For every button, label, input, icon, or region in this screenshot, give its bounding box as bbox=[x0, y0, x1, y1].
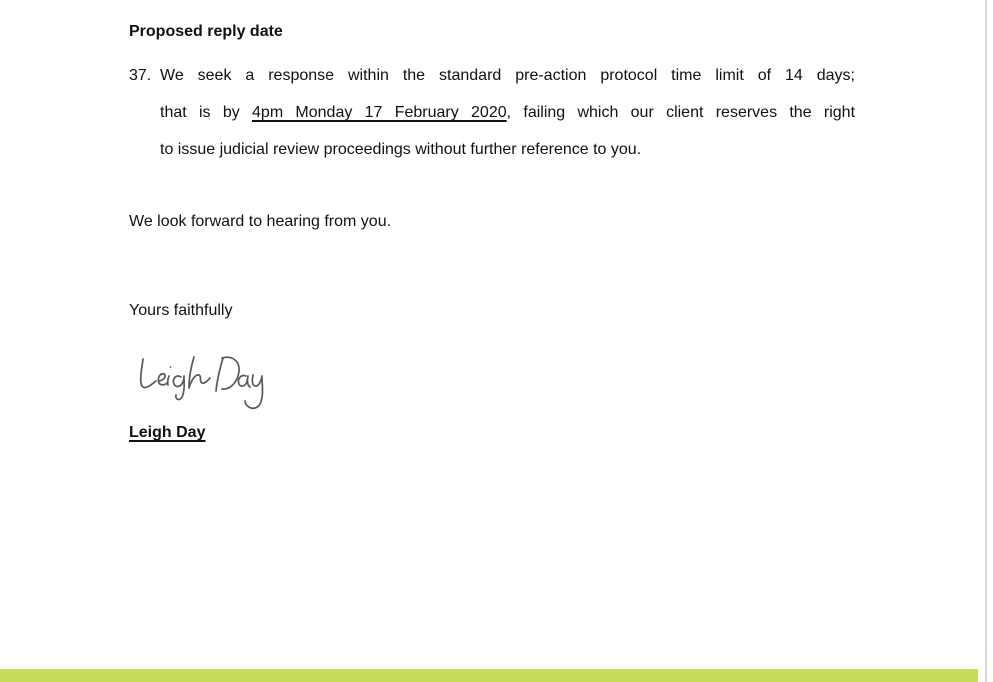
paragraph-line-1: We seek a response within the standard pre-action protocol time limit of 14 days; bbox=[160, 67, 855, 84]
closing-line: We look forward to hearing from you. bbox=[129, 213, 392, 230]
paragraph-37 bbox=[129, 57, 855, 168]
section-heading: Proposed reply date bbox=[129, 23, 283, 40]
paragraph-line-2-after: , failing which our client reserves the right bbox=[506, 104, 856, 121]
paragraph-line-3: to issue judicial review proceedings without further reference to you. bbox=[160, 141, 642, 158]
handwritten-signature bbox=[133, 348, 855, 412]
signatory-name: Leigh Day bbox=[129, 424, 206, 441]
signature-strokes bbox=[133, 348, 283, 414]
valediction: Yours faithfully bbox=[129, 302, 233, 319]
paragraph-line-2-before: that is by bbox=[160, 104, 253, 121]
paragraph-number: 37. bbox=[129, 67, 152, 84]
paragraph-line-2 bbox=[160, 94, 855, 131]
brand-footer-bar bbox=[0, 669, 978, 682]
deadline-date: 4pm Monday 17 February 2020 bbox=[252, 104, 507, 121]
page-edge-line bbox=[985, 0, 987, 682]
